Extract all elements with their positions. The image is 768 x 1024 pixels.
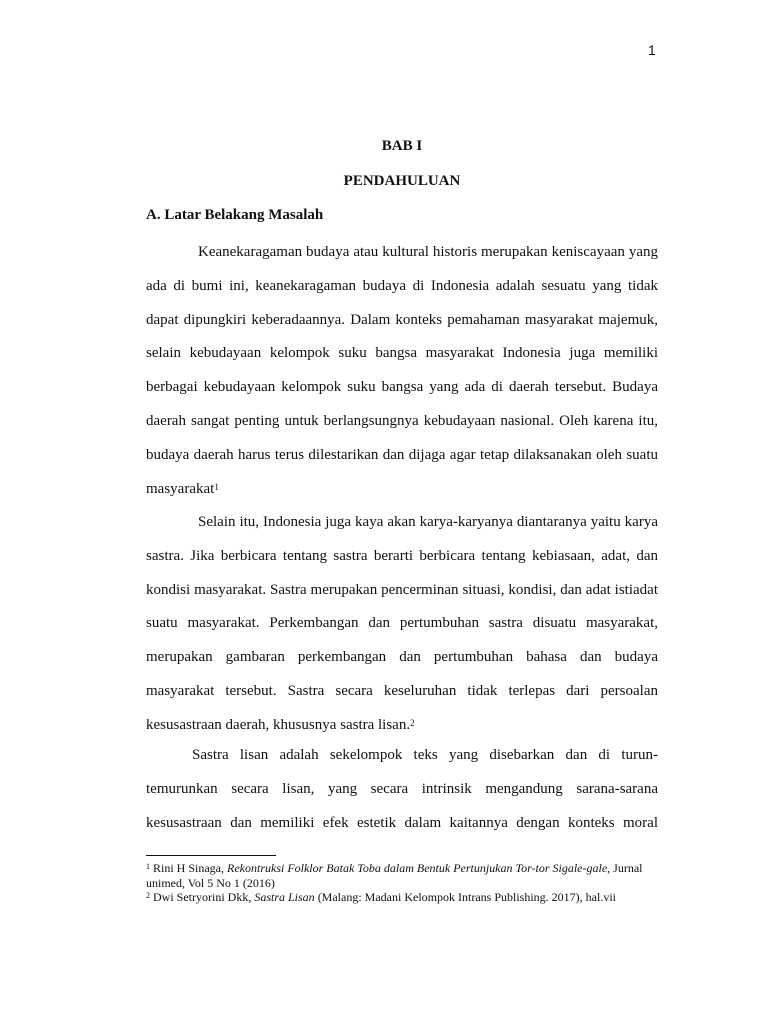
paragraph-1 [146, 236, 658, 506]
footnote-1 [146, 861, 666, 890]
chapter-label: BAB I [381, 138, 423, 154]
footnote-1-number: 1 [146, 862, 150, 871]
chapter-title: PENDAHULUAN [343, 173, 461, 189]
footnote-1-author: Rini H Sinaga, [153, 861, 227, 875]
footnote-2-number: 2 [146, 891, 150, 900]
footnotes [146, 861, 666, 905]
footnote-1-title: Rekontruksi Folklor Batak Toba dalam Bentuk Pertunjukan Tor-tor Sigale-gale [227, 861, 608, 875]
page-number: 1 [648, 42, 656, 58]
footnote-2-title: Sastra Lisan [254, 890, 315, 904]
footnote-2-rest: (Malang: Madani Kelompok Intrans Publishing. 2017), hal.vii [314, 890, 616, 904]
paragraph-3 [146, 739, 658, 840]
footnote-divider [146, 855, 276, 856]
paragraph-1-text: Keanekaragaman budaya atau kultural historis merupakan keniscayaan yang ada di bumi ini, keanekaragaman budaya di Indonesia adalah sesuatu yang tidak dapat dipungkiri keberadaannya. Dalam konteks pemahaman masyarakat majemuk, selain kebudayaan kelompok suku bangsa masyarakat Indonesia juga memiliki berbagai kebudayaan kelompok suku bangsa yang ada di daerah tersebut. Budaya daerah sangat penting untuk berlangsungnya kebudayaan nasional. Oleh karena itu, budaya daerah harus terus dilestarikan dan dijaga agar tetap dilaksanakan oleh suatu masyarakat [146, 244, 658, 497]
footnote-2-author: Dwi Setryorini Dkk, [153, 890, 255, 904]
footnote-1-rest: , Jurnal unimed, Vol 5 No 1 (2016) [146, 861, 643, 890]
paragraph-2-text: Selain itu, Indonesia juga kaya akan karya-karyanya diantaranya yaitu karya sastra. Jika berbicara tentang sastra berarti berbicara tentang kebiasaan, adat, dan kondisi masyarakat. Sastra merupakan pencerminan situasi, kondisi, dan adat istiadat suatu masyarakat. Perkembangan dan pertumbuhan sastra disuatu masyarakat, merupakan gambaran perkembangan dan pertumbuhan bahasa dan budaya masyarakat tersebut. Sastra secara keseluruhan tidak terlepas dari persoalan kesusastraan daerah, khususnya sastra lisan. [146, 514, 658, 733]
footnote-ref-1[interactable]: 1 [214, 481, 219, 492]
section-heading: A. Latar Belakang Masalah [146, 207, 324, 223]
footnote-ref-2[interactable]: 2 [410, 717, 415, 728]
paragraph-3-text: Sastra lisan adalah sekelompok teks yang disebarkan dan di turun-temurunkan secara lisan, yang secara intrinsik mengandung sarana-sarana kesusastraan dan memiliki efek estetik dalam kaitannya dengan konteks moral [146, 747, 658, 831]
footnote-2 [146, 890, 666, 905]
paragraph-2 [146, 506, 658, 743]
